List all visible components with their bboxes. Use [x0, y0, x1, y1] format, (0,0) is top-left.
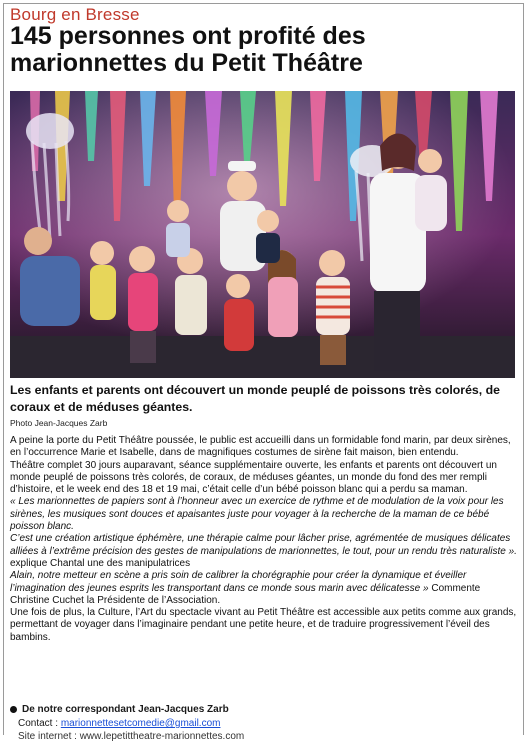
quote-paragraph-with-attribution [10, 570, 517, 607]
quote-attribution: Commente Christine Cuchet la Présidente de l’Association. [10, 582, 481, 606]
website-line: Site internet : www.lepetittheatre-marionnettes.com [18, 731, 245, 742]
author-line [10, 704, 229, 715]
photo-caption: Les enfants et parents ont découvert un monde peuplé de poissons très colorés, de coraux et de méduses géantes. [10, 383, 500, 414]
quote-attribution: explique Chantal une des manipulatrices [10, 557, 191, 569]
body-paragraph: A peine la porte du Petit Théâtre poussée, le public est accueilli dans un formidable fond marin, par deux sirènes, en l’occurrence Marie et Isabelle, dans de magnifiques costumes de sirène fait maison, bien entendu. [10, 435, 511, 459]
closing-paragraph: Une fois de plus, la Culture, l’Art du spectacle vivant au Petit Théâtre est accessible aux petits comme aux grands, permettant de voyager dans l’imaginaire pendant une petite heure, et de traduire progressivement l’éveil des bambins. [10, 607, 517, 643]
quote-paragraph-with-attribution [10, 533, 517, 570]
author-name: De notre correspondant Jean-Jacques Zarb [22, 704, 229, 715]
bullet-icon [10, 706, 17, 713]
article-headline: 145 personnes ont profité des marionnettes du Petit Théâtre [10, 22, 366, 77]
photo-credit: Photo Jean-Jacques Zarb [10, 418, 108, 428]
article-body [10, 435, 517, 644]
contact-line [18, 718, 220, 729]
contact-email-link[interactable]: marionnettesetcomedie@gmail.com [60, 718, 221, 729]
section-kicker: Bourg en Bresse [10, 5, 140, 24]
quote-paragraph: « Les marionnettes de papiers sont à l’honneur avec un exercice de rythme et de modulation de la voix pour les sirènes, les musiques sont douces et apaisantes juste pour voyager à la recherche de la maman de ce bébé poisson blanc. [10, 496, 504, 533]
article-photo [10, 91, 515, 378]
contact-label: Contact : [18, 718, 61, 729]
quote-text: Alain, notre metteur en scène a pris soin de calibrer la chorégraphie pour créer la dynamique et éveiller l’imagination des jeunes esprits les transportant dans ce monde sous marin avec délicatesse » [10, 570, 467, 594]
quote-text: C’est une création artistique éphémère, une thérapie calme pour lâcher prise, agrémentée de musiques délicates alliées à l’extrême précision des gestes de manipulations de marionnettes, le tout, pour un rendu très naturaliste ». [10, 533, 517, 557]
body-paragraph: Théâtre complet 30 jours auparavant, séance supplémentaire ouverte, les enfants et parents ont découvert un monde peuplé de poissons très colorés, de coraux, de méduses géantes, un monde du fond des mer rempli d’histoire, et le week end des 18 et 19 mai, c’était celle d’un bébé poisson blanc qui a perdu sa maman. [10, 459, 497, 496]
